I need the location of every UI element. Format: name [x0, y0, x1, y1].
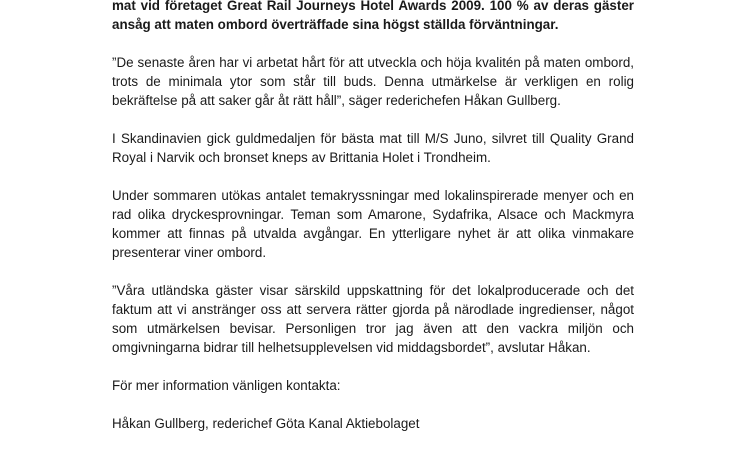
contact-name: Håkan Gullberg, rederichef Göta Kanal Aktiebolaget — [112, 416, 420, 431]
medals-paragraph: I Skandinavien gick guldmedaljen för bästa mat till M/S Juno, silvret till Quality Grand Royal i Narvik och bronset kneps av Brittania Holet i Trondheim. — [112, 131, 634, 165]
lead-paragraph: mat vid företaget Great Rail Journeys Hotel Awards 2009. 100 % av deras gäster ansåg att maten ombord överträffade sina högst ställda förväntningar. — [112, 0, 634, 32]
quote-paragraph: ”De senaste åren har vi arbetat hårt för att utveckla och höja kvalitén på maten ombord, trots de minimala ytor som står till buds. Denna utmärkelse är verkligen en rolig bekräftelse på att saker går åt rätt håll”, säger rederichefen Håkan Gullberg. — [112, 55, 634, 108]
document-body — [112, 0, 634, 452]
theme-cruises-paragraph: Under sommaren utökas antalet temakryssningar med lokalinspirerade menyer och en rad olika dryckesprovningar. Teman som Amarone, Sydafrika, Alsace och Mackmyra kommer att finnas på utvalda avgångar. En ytterligare nyhet är att olika vinmakare presenterar viner ombord. — [112, 188, 634, 260]
closing-quote-paragraph: ”Våra utländska gäster visar särskild uppskattning för det lokalproducerade och det faktum att vi anstränger oss att servera rätter gjorda på närodlade ingredienser, något som utmärkelsen bevisar. Personligen tror jag även att den vackra miljön och omgivningarna bidrar till helhetsupplevelsen vid middagsbordet”, avslutar Håkan. — [112, 283, 634, 355]
contact-intro: För mer information vänligen kontakta: — [112, 378, 341, 393]
